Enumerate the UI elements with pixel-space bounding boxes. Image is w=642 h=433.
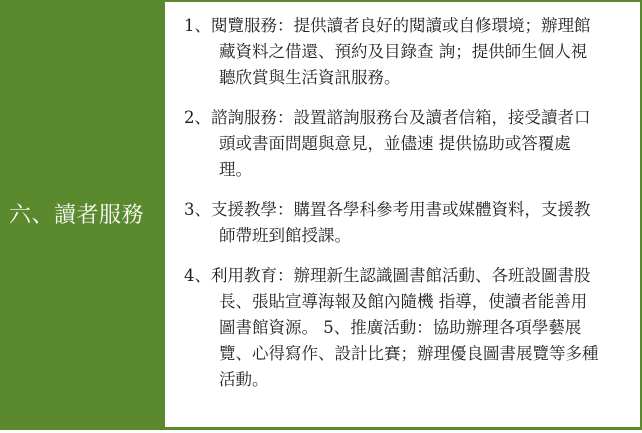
list-item-line: 4、利用教育：辦理新生認識圖書館活動、各班設圖書股 bbox=[184, 266, 591, 285]
list-item-reading-service bbox=[184, 13, 632, 91]
list-item-line: 1、閱覽服務：提供讀者良好的閱讀或自修環境；辦理館 bbox=[184, 16, 591, 35]
list-item-line: 長、張貼宣導海報及館內隨機 指導，使讀者能善用 bbox=[219, 292, 588, 311]
section-title: 六、讀者服務 bbox=[9, 203, 145, 228]
list-item-teaching-support bbox=[184, 197, 632, 249]
list-item-line: 覽、心得寫作、設計比賽；辦理優良圖書展覽等多種 bbox=[219, 344, 599, 363]
list-item-line: 理。 bbox=[219, 160, 252, 179]
list-item-line: 活動。 bbox=[219, 370, 269, 389]
list-item-line: 頭或書面問題與意見，並儘速 提供協助或答覆處 bbox=[219, 134, 571, 153]
list-item-line: 圖書館資源。 5、推廣活動：協助辦理各項學藝展 bbox=[219, 318, 582, 337]
list-item-line: 2、諮詢服務：設置諮詢服務台及讀者信箱，接受讀者口 bbox=[184, 108, 591, 127]
list-item-line: 3、支援教學：購置各學科參考用書或媒體資料，支援教 bbox=[184, 200, 591, 219]
section-label-cell bbox=[0, 0, 165, 427]
list-item-reference-service bbox=[184, 105, 632, 183]
list-item-line: 聽欣賞與生活資訊服務。 bbox=[219, 68, 401, 87]
list-item-user-education bbox=[184, 263, 632, 393]
list-item-line: 藏資料之借還、預約及目錄查 詢；提供師生個人視 bbox=[219, 42, 588, 61]
section-content-cell bbox=[165, 0, 642, 427]
list-item-line: 師帶班到館授課。 bbox=[219, 226, 351, 245]
